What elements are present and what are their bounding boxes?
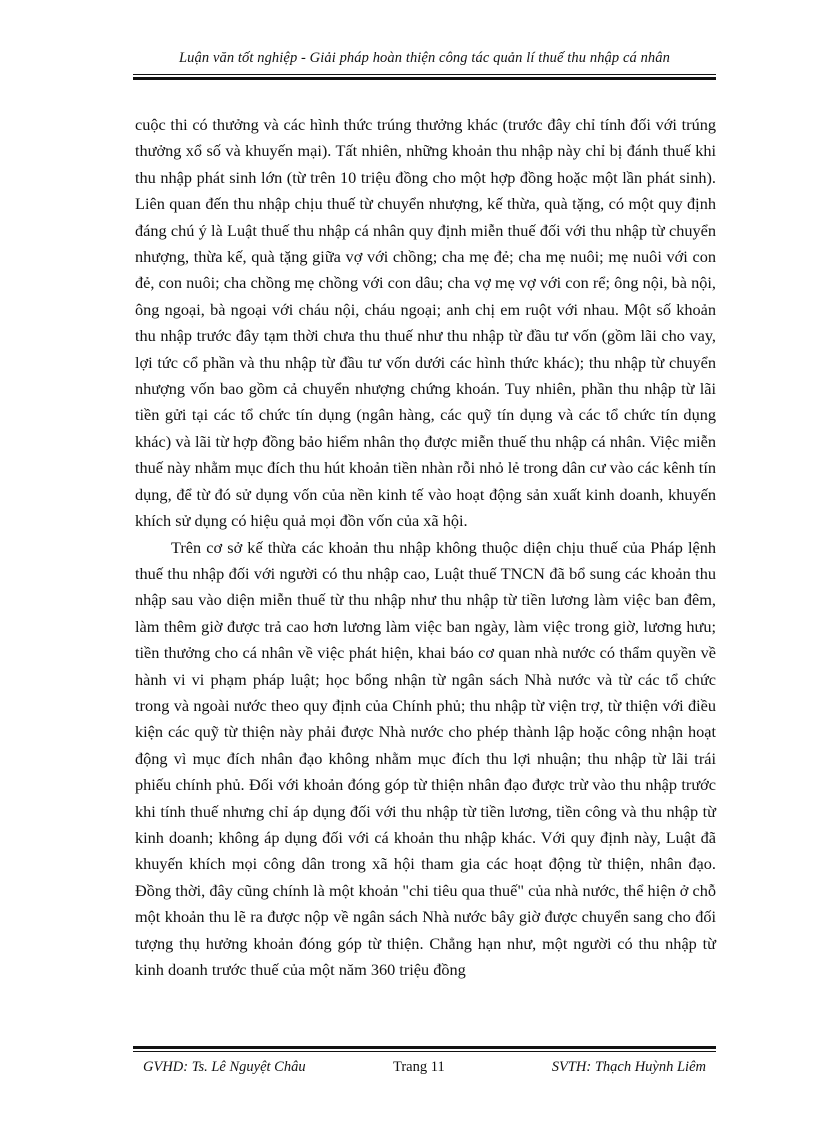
body-text (135, 112, 716, 983)
header-rule-thick (133, 77, 716, 80)
footer-rule-thin (133, 1051, 716, 1052)
page-footer (133, 1057, 716, 1079)
footer-rule-thick (133, 1046, 716, 1049)
footer-advisor: GVHD: Ts. Lê Nguyệt Châu (143, 1059, 306, 1075)
paragraph-1: cuộc thi có thưởng và các hình thức trúng thưởng khác (trước đây chỉ tính đối với trúng thưởng xổ số và khuyến mại). Tất nhiên, những khoản thu nhập này chỉ bị đánh thuế khi thu nhập phát sinh lớn (từ trên 10 triệu đồng cho một hợp đồng hoặc một lần phát sinh). Liên quan đến thu nhập chịu thuế từ chuyển nhượng, kế thừa, quà tặng, có một quy định đáng chú ý là Luật thuế thu nhập cá nhân quy định miễn thuế đối với thu nhập từ chuyển nhượng, thừa kế, quà tặng giữa vợ với chồng; cha mẹ đẻ; cha mẹ nuôi; mẹ nuôi với con đẻ, con nuôi; cha chồng mẹ chồng với con dâu; cha vợ mẹ vợ với con rể; ông nội, bà nội, ông ngoại, bà ngoại với cháu nội, cháu ngoại; anh chị em ruột với nhau. Một số khoản thu nhập trước đây tạm thời chưa thu thuế như thu nhập từ đầu tư vốn (gồm lãi cho vay, lợi tức cổ phần và thu nhập từ đầu tư vốn dưới các hình thức khác); thu nhập từ chuyển nhượng vốn bao gồm cả chuyển nhượng chứng khoán. Tuy nhiên, phần thu nhập từ lãi tiền gửi tại các tổ chức tín dụng (ngân hàng, các quỹ tín dụng và các tổ chức tín dụng khác) và lãi từ hợp đồng bảo hiểm nhân thọ được miễn thuế thu nhập cá nhân. Việc miễn thuế này nhằm mục đích thu hút khoản tiền nhàn rỗi nhỏ lẻ trong dân cư vào các kênh tín dụng, để từ đó sử dụng vốn của nền kinh tế vào hoạt động sản xuất kinh doanh, khuyến khích sử dụng có hiệu quả mọi đồn vốn của xã hội. (135, 115, 716, 531)
footer-student: SVTH: Thạch Huỳnh Liêm (551, 1059, 706, 1075)
header-rule-thin (133, 74, 716, 75)
header-title: Luận văn tốt nghiệp - Giải pháp hoàn thiện công tác quản lí thuế thu nhập cá nhân (179, 50, 670, 66)
paragraph-2: Trên cơ sở kế thừa các khoản thu nhập không thuộc diện chịu thuế của Pháp lệnh thuế thu nhập đối với người có thu nhập cao, Luật thuế TNCN đã bổ sung các khoản thu nhập sau vào diện miễn thuế từ thu nhập như thu nhập từ tiền lương làm việc ban đêm, làm thêm giờ được trả cao hơn lương làm việc ban ngày, làm việc trong giờ, lương hưu; tiền thưởng cho cá nhân về việc phát hiện, khai báo cơ quan nhà nước có thẩm quyền về hành vi vi phạm pháp luật; học bổng nhận từ ngân sách Nhà nước và từ các tổ chức trong và ngoài nước theo quy định của Chính phủ; thu nhập từ viện trợ, từ thiện với điều kiện các quỹ từ thiện này phải được Nhà nước cho phép thành lập hoặc công nhận hoạt động vì mục đích nhân đạo không nhằm mục đích thu lợi nhuận; thu nhập từ lãi trái phiếu chính phủ. Đối với khoản đóng góp từ thiện nhân đạo được trừ vào thu nhập trước khi tính thuế nhưng chỉ áp dụng đối với thu nhập từ tiền lương, tiền công và thu nhập từ kinh doanh; không áp dụng đối với cá khoản thu nhập khác. Với quy định này, Luật đã khuyến khích mọi công dân trong xã hội tham gia các hoạt động từ thiện, nhân đạo. Đồng thời, đây cũng chính là một khoản "chi tiêu qua thuế" của nhà nước, thể hiện ở chỗ một khoản thu lẽ ra được nộp về ngân sách Nhà nước bây giờ được chuyển sang cho đối tượng thụ hưởng khoản đóng góp từ thiện. Chẳng hạn như, một người có thu nhập từ kinh doanh trước thuế của một năm 360 triệu đồng (135, 537, 716, 979)
footer-page-number: Trang 11 (393, 1059, 445, 1075)
